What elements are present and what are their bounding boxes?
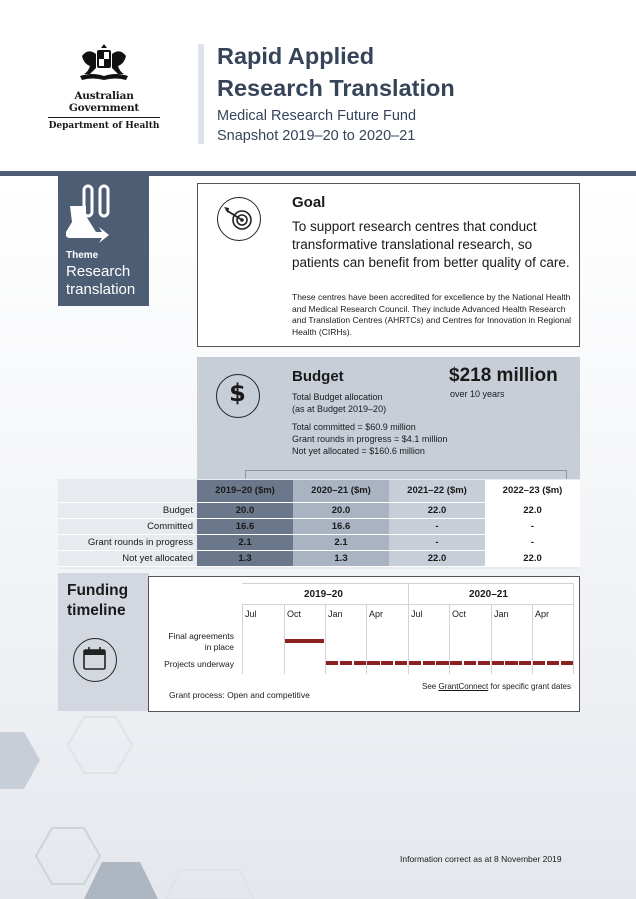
table-cell: 22.0 (485, 550, 580, 566)
timeline-bar-segment (395, 661, 407, 665)
table-row (58, 550, 580, 566)
table-cell: 16.6 (197, 518, 293, 534)
title-accent-bar (198, 44, 204, 144)
table-cell: - (389, 518, 485, 534)
timeline-bar-segment (519, 661, 531, 665)
note-prefix: See (422, 682, 437, 691)
goal-main-text: To support research centres that conduct transformative translational research, so patients can benefit from better quality of care. (292, 219, 570, 270)
theme-tile (58, 176, 149, 306)
table-cell: - (389, 534, 485, 550)
table-row (58, 534, 580, 550)
timeline-bar-segment (547, 661, 559, 665)
timeline-month: Oct (452, 609, 467, 619)
timeline-bar-segment (561, 661, 573, 665)
budget-panel (197, 357, 580, 479)
table-cell: 2.1 (197, 534, 293, 550)
table-corner (58, 480, 197, 502)
table-cell: 20.0 (293, 502, 389, 518)
table-cell: - (485, 518, 580, 534)
subtitle-line-2: Snapshot 2019–20 to 2020–21 (217, 128, 416, 144)
timeline-bar-segment (436, 661, 448, 665)
timeline-bar-segment (311, 639, 324, 643)
subtitle-line-1: Medical Research Future Fund (217, 108, 417, 124)
goal-detail-text: These centres have been accredited for excellence by the National Health and Medical Research Council. They include Advanced Health Research and Translation Centres (AHRTCs) and Centres for Innovation in Regional Health (CIRHs). (292, 292, 572, 337)
table-cell: 2.1 (293, 534, 389, 550)
government-name: Australian Government (68, 90, 140, 114)
timeline-bar-segment (285, 639, 298, 643)
theme-label: Theme (66, 250, 99, 261)
table-header-cell: 2022–23 ($m) (485, 480, 580, 502)
table-cell: 1.3 (197, 550, 293, 566)
table-header-cell: 2020–21 ($m) (293, 480, 389, 502)
row-label: Committed (58, 518, 197, 534)
table-cell: 20.0 (197, 502, 293, 518)
timeline-month: Apr (369, 609, 384, 619)
funding-title-line-1: Funding (67, 582, 129, 599)
timeline-month: Jan (328, 609, 343, 619)
funding-timeline-box (148, 576, 580, 712)
timeline-year: 2020–21 (469, 589, 508, 600)
timeline-bar-segment (298, 639, 311, 643)
funding-timeline-title (67, 581, 128, 621)
table-cell: 16.6 (293, 518, 389, 534)
table-header-row (58, 480, 580, 502)
table-cell: 1.3 (293, 550, 389, 566)
budget-table (58, 480, 580, 567)
budget-unallocated-line: Not yet allocated = $160.6 million (292, 446, 425, 456)
table-cell: 22.0 (389, 502, 485, 518)
timeline-bar-segment (367, 661, 379, 665)
table-header-cell: 2021–22 ($m) (389, 480, 485, 502)
budget-committed-line: Total committed = $60.9 million (292, 422, 416, 432)
budget-stats (292, 421, 447, 457)
theme-value-line-1: Research (66, 263, 131, 280)
table-row (58, 518, 580, 534)
footer-note: Information correct as at 8 November 2019 (400, 854, 562, 864)
timeline-bar-segment (326, 661, 338, 665)
row-label: Not yet allocated (58, 550, 197, 566)
table-cell: 22.0 (485, 502, 580, 518)
timeline-bar-segment (409, 661, 421, 665)
timeline-month: Jan (494, 609, 509, 619)
timeline-bar-segment (533, 661, 545, 665)
timeline-bar-segment (478, 661, 490, 665)
table-cell: 22.0 (389, 550, 485, 566)
department-name: Department of Health (48, 121, 160, 131)
timeline-bar-segment (464, 661, 476, 665)
goal-title: Goal (292, 194, 326, 211)
grantconnect-link[interactable]: GrantConnect (438, 682, 489, 691)
row-label-line-2: in place (204, 642, 234, 652)
timeline-grid-line (242, 604, 243, 674)
timeline-bar-segment (450, 661, 462, 665)
theme-value-line-2: translation (66, 281, 136, 298)
page-subtitle (217, 106, 416, 146)
timeline-bar-segment (340, 661, 352, 665)
funding-title-line-2: timeline (67, 602, 126, 619)
note-suffix: for specific grant dates (490, 682, 571, 691)
row-label: Budget (58, 502, 197, 518)
timeline-bar-segment (505, 661, 517, 665)
coat-of-arms-icon (72, 40, 136, 84)
government-logo (44, 40, 164, 131)
row-label-line-1: Final agreements (168, 631, 234, 641)
timeline-bar-segment (354, 661, 366, 665)
title-line-1: Rapid Applied (217, 43, 375, 69)
goal-box (197, 183, 580, 347)
table-cell: - (485, 534, 580, 550)
table-header-cell: 2019–20 ($m) (197, 480, 293, 502)
timeline-month: Oct (287, 609, 302, 619)
funding-timeline-panel (58, 573, 149, 711)
timeline-month: Jul (245, 609, 257, 619)
grant-process: Grant process: Open and competitive (169, 690, 310, 700)
timeline-bar-segment (423, 661, 435, 665)
lab-flask-icon (66, 184, 120, 246)
budget-period: over 10 years (450, 389, 505, 399)
calendar-icon (73, 638, 117, 682)
timeline-grid-line (573, 583, 574, 674)
table-row (58, 502, 580, 518)
theme-value (66, 263, 135, 299)
budget-subtitle-line-2: (as at Budget 2019–20) (292, 404, 387, 414)
logo-divider (48, 117, 160, 118)
timeline-month: Apr (535, 609, 550, 619)
page-title (217, 40, 455, 104)
budget-title: Budget (292, 368, 344, 385)
title-line-2: Research Translation (217, 75, 455, 101)
budget-rounds-line: Grant rounds in progress = $4.1 million (292, 434, 448, 444)
grantconnect-note (422, 682, 571, 691)
timeline-bar-segment (381, 661, 393, 665)
target-icon (217, 197, 261, 241)
timeline-month: Jul (411, 609, 423, 619)
budget-total: $218 million (449, 365, 558, 386)
dollar-icon: $ (216, 374, 260, 418)
budget-subtitle (292, 391, 386, 415)
timeline-row-label-final-agreements (168, 631, 234, 653)
timeline-row-label-projects-underway: Projects underway (164, 659, 234, 669)
timeline-bar-segment (492, 661, 504, 665)
timeline-year: 2019–20 (304, 589, 343, 600)
budget-subtitle-line-1: Total Budget allocation (292, 392, 383, 402)
row-label: Grant rounds in progress (58, 534, 197, 550)
